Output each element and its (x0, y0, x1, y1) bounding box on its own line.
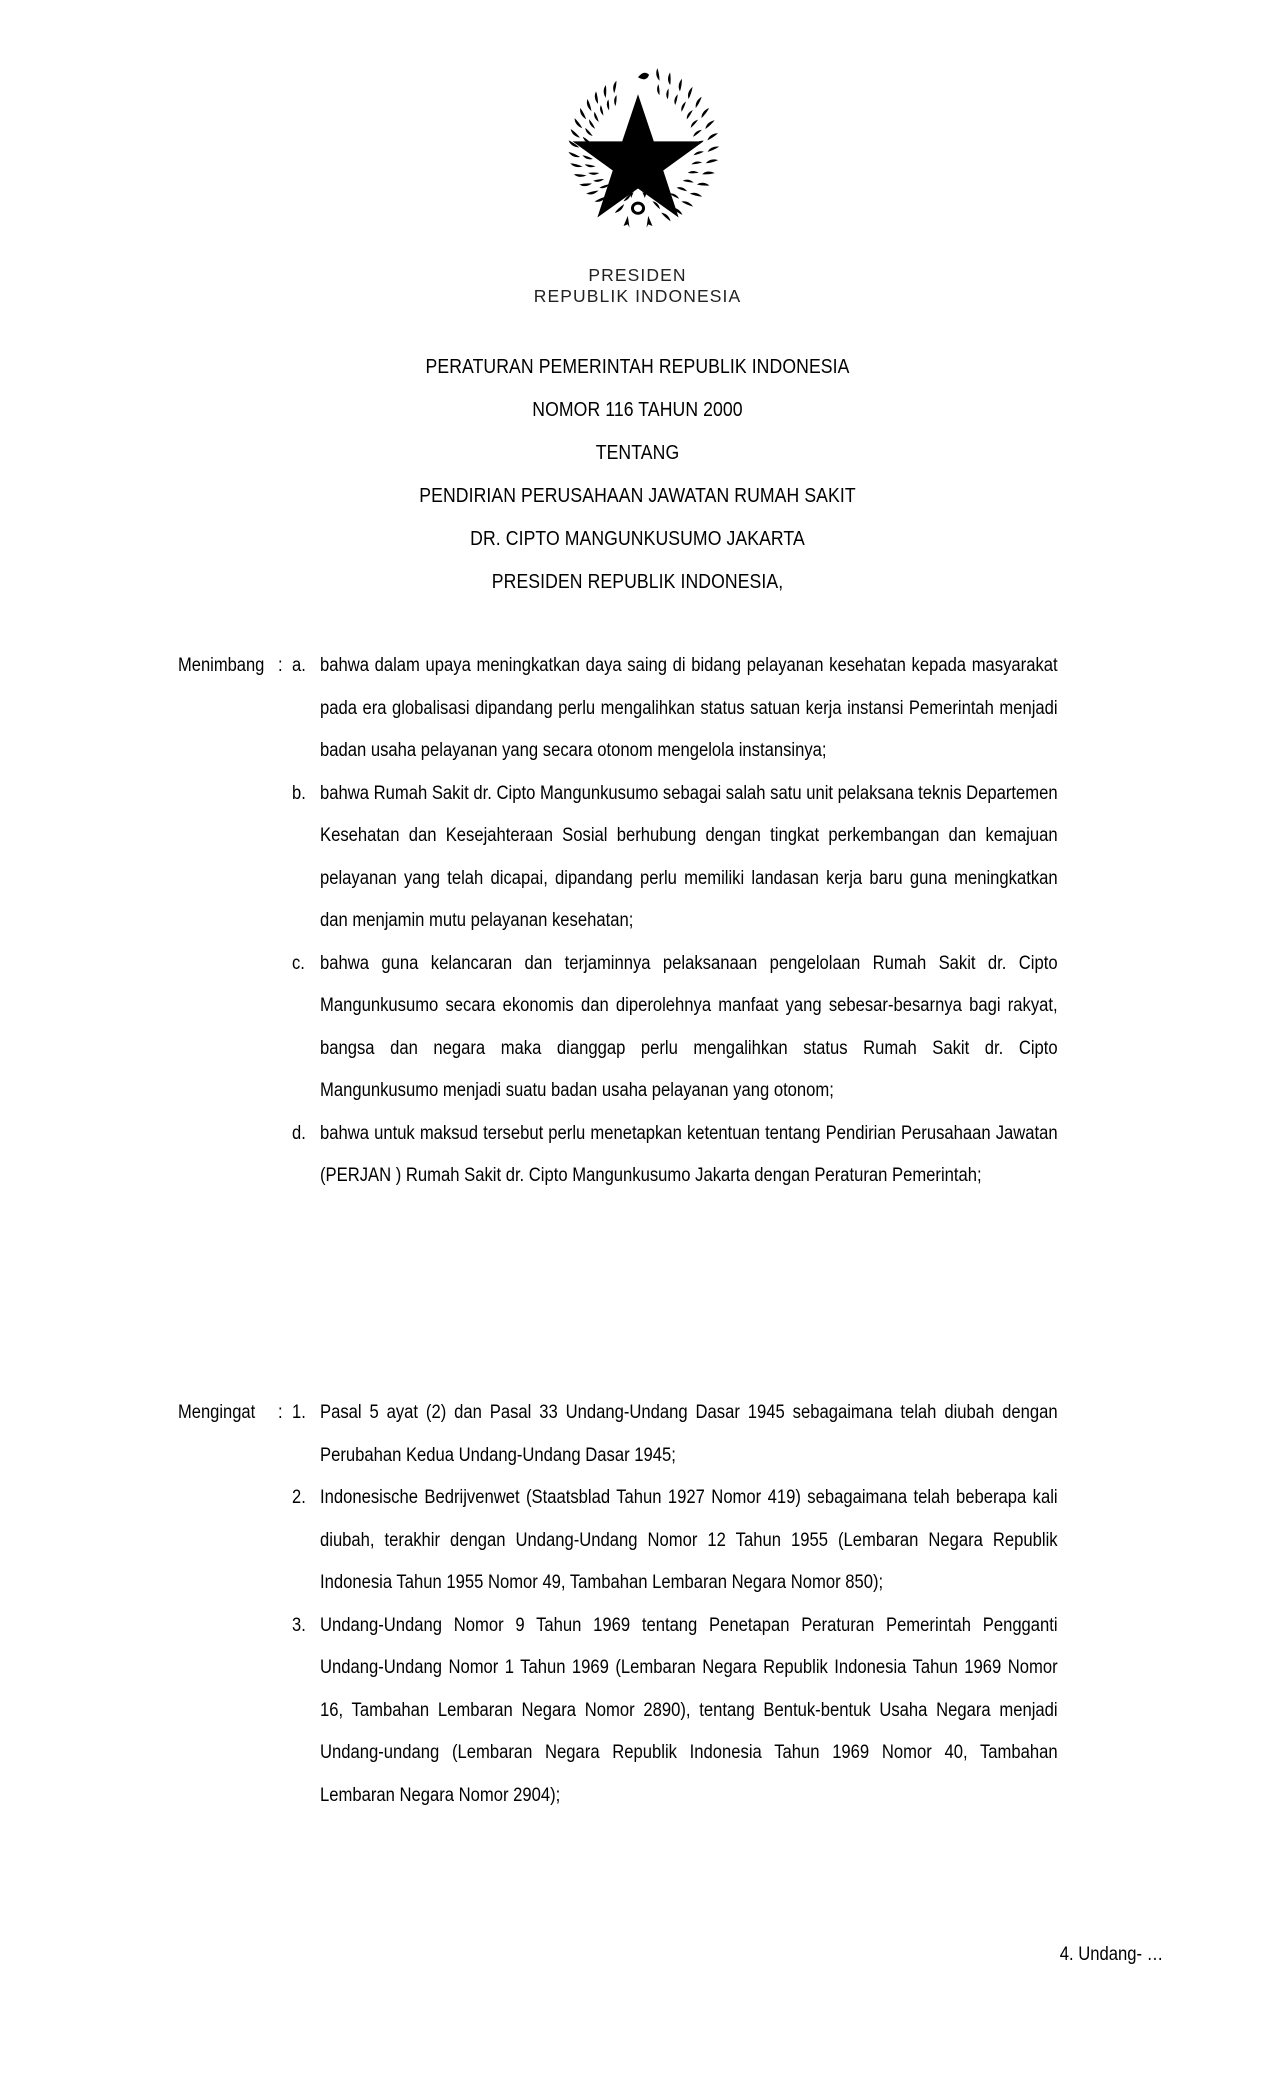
list-item (292, 1392, 1163, 1477)
mengingat-section (0, 1392, 1275, 1817)
mengingat-items (292, 1392, 1275, 1817)
title-line-number: NOMOR 116 TAHUN 2000 (532, 398, 743, 421)
title-line-regulation: PERATURAN PEMERINTAH REPUBLIK INDONESIA (425, 355, 850, 378)
title-line-subject-2: DR. CIPTO MANGUNKUSUMO JAKARTA (470, 527, 805, 550)
title-line-signatory: PRESIDEN REPUBLIK INDONESIA, (491, 570, 784, 593)
star-icon (572, 94, 703, 217)
mengingat-text-2: Indonesische Bedrijvenwet (Staatsblad Tahun 1927 Nomor 419) sebagaimana telah beberapa kali diubah, terakhir dengan Undang-Undang Nomor 12 Tahun 1955 (Lembaran Negara Republik Indonesia Tahun 1955 Nomor 49, Tambahan Lembaran Negara Nomor 850); (320, 1487, 1058, 1593)
menimbang-text-d: bahwa untuk maksud tersebut perlu menetapkan ketentuan tentang Pendirian Perusahaan Jawatan (PERJAN ) Rumah Sakit dr. Cipto Mangunkusumo Jakarta dengan Peraturan Pemerintah; (320, 1122, 1058, 1186)
list-item (292, 1605, 1163, 1818)
mengingat-marker-2: 2. (292, 1487, 306, 1508)
indonesia-presidential-star-wreath-icon (553, 62, 723, 232)
mengingat-marker-1: 1. (292, 1402, 306, 1423)
list-item (292, 773, 1163, 943)
emblem-caption-line-1: PRESIDEN (588, 265, 687, 285)
menimbang-items (292, 645, 1275, 1198)
mengingat-marker-3: 3. (292, 1614, 306, 1636)
mengingat-text-3: Undang-Undang Nomor 9 Tahun 1969 tentang Penetapan Peraturan Pemerintah Pengganti Undang-Undang Nomor 1 Tahun 1969 (Lembaran Negara Republik Indonesia Tahun 1969 Nomor 16, Tambahan Lembaran Negara Nomor 2890), tentang Bentuk-bentuk Usaha Negara menjadi Undang-undang (Lembaran Negara Republik Indonesia Tahun 1969 Nomor 40, Tambahan Lembaran Negara Nomor 2904); (320, 1614, 1058, 1806)
menimbang-text-a: bahwa dalam upaya meningkatkan daya saing di bidang pelayanan kesehatan kepada masyarakat pada era globalisasi dipandang perlu mengalihkan status satuan kerja instansi Pemerintah menjadi badan usaha pelayanan yang secara otonom mengelola instansinya; (320, 655, 1058, 761)
menimbang-text-b: bahwa Rumah Sakit dr. Cipto Mangunkusumo sebagai salah satu unit pelaksana teknis Departemen Kesehatan dan Kesejahteraan Sosial berhubung dengan tingkat perkembangan dan kemajuan pelayanan yang telah dicapai, dipandang perlu memiliki landasan kerja baru guna meningkatkan dan menjamin mutu pelayanan kesehatan; (320, 782, 1058, 931)
page-continuation-note (0, 1934, 1275, 1977)
emblem-caption-line-2: REPUBLIK INDONESIA (533, 286, 742, 306)
list-item (292, 645, 1163, 773)
title-line-subject-1: PENDIRIAN PERUSAHAAN JAWATAN RUMAH SAKIT (419, 484, 856, 507)
mengingat-text-1: Pasal 5 ayat (2) dan Pasal 33 Undang-Undang Dasar 1945 sebagaimana telah diubah dengan Perubahan Kedua Undang-Undang Dasar 1945; (320, 1402, 1058, 1466)
menimbang-marker-b: b. (292, 782, 306, 804)
page-continuation-text: 4. Undang- … (1059, 1944, 1163, 1965)
menimbang-colon: : (278, 655, 283, 676)
menimbang-text-c: bahwa guna kelancaran dan terjaminnya pelaksanaan pengelolaan Rumah Sakit dr. Cipto Mangunkusumo secara ekonomis dan diperolehnya manfaat yang sebesar-besarnya bagi rakyat, bangsa dan negara maka dianggap perlu mengalihkan status Rumah Sakit dr. Cipto Mangunkusumo menjadi suatu badan usaha pelayanan yang otonom; (320, 952, 1058, 1101)
mengingat-row (0, 1392, 1275, 1817)
list-item (292, 1477, 1163, 1605)
menimbang-marker-c: c. (292, 952, 305, 974)
menimbang-marker-a: a. (292, 655, 306, 676)
menimbang-marker-d: d. (292, 1122, 306, 1144)
menimbang-section (0, 645, 1275, 1198)
mengingat-label: Mengingat (178, 1402, 256, 1423)
title-line-tentang: TENTANG (595, 441, 680, 464)
list-item (292, 943, 1163, 1113)
menimbang-row (0, 645, 1275, 1198)
emblem-container (0, 62, 1275, 232)
mengingat-colon: : (278, 1402, 283, 1423)
menimbang-label: Menimbang (178, 655, 265, 676)
list-item (292, 1113, 1163, 1198)
document-title-block (0, 345, 1275, 603)
emblem-caption (0, 265, 1275, 307)
